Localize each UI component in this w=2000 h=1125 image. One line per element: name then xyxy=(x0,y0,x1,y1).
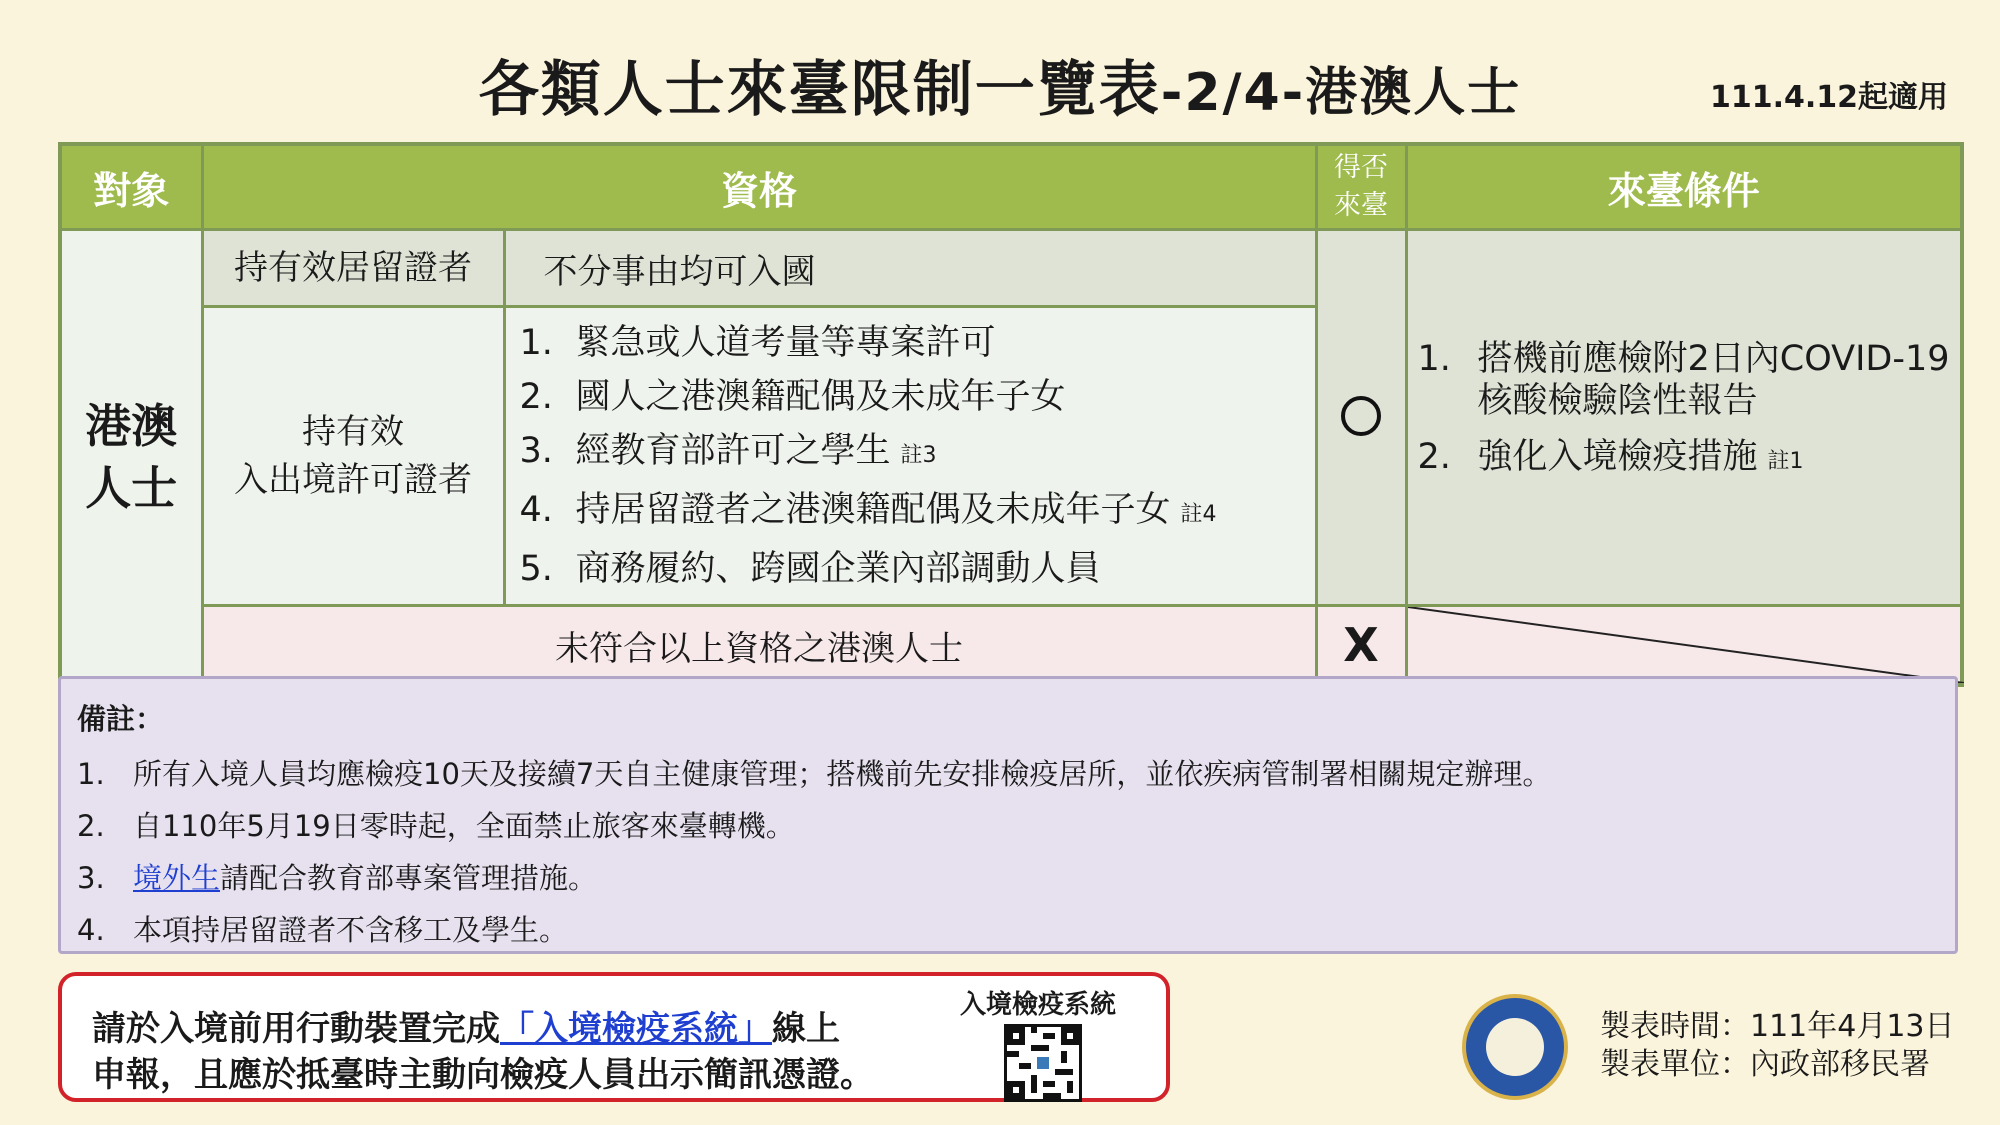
condition-text: 強化入境檢疫措施 xyxy=(1477,437,1758,477)
remark-number: 3. xyxy=(77,861,105,895)
item-note: 註3 xyxy=(900,443,937,468)
page-title xyxy=(0,42,2000,128)
remark-number: 1. xyxy=(77,757,105,791)
header-allowed-line2: 來臺 xyxy=(1334,190,1389,221)
item-text: 經教育部許可之學生 xyxy=(575,431,891,471)
remark-text: 自110年5月19日零時起，全面禁止旅客來臺轉機。 xyxy=(133,809,795,843)
list-item xyxy=(520,370,1315,424)
table-header-row xyxy=(60,144,1962,230)
condition-number: 2. xyxy=(1417,437,1451,477)
subject-line2: 人士 xyxy=(85,461,178,515)
list-item xyxy=(77,852,1955,904)
qualification-residence: 不分事由均可入國 xyxy=(504,230,1316,307)
remark-text: 請配合教育部專案管理措施。 xyxy=(220,861,598,895)
remark-number: 4. xyxy=(77,913,105,947)
made-time: 製表時間：111年4月13日 xyxy=(1600,1009,1955,1044)
effective-date: 111.4.12起適用 xyxy=(1709,80,1948,115)
qualification-permit xyxy=(504,307,1316,606)
category-permit-line1: 持有效 xyxy=(302,412,404,452)
quarantine-notice xyxy=(58,972,1170,1102)
quarantine-system-link[interactable]: 「入境檢疫系統」 xyxy=(500,1009,772,1049)
list-item xyxy=(77,800,1955,852)
item-text: 緊急或人道考量等專案許可 xyxy=(575,323,996,363)
remark-text: 本項持居留證者不含移工及學生。 xyxy=(133,913,569,947)
circle-icon xyxy=(1341,396,1381,436)
header-qualification: 資格 xyxy=(202,144,1316,230)
condition-text2: 核酸檢驗陰性報告 xyxy=(1477,381,1758,421)
allowed-cell xyxy=(1316,230,1406,606)
condition-number: 1. xyxy=(1417,339,1451,379)
not-allowed-mark: X xyxy=(1316,606,1406,686)
list-item xyxy=(1418,338,1961,422)
remark-number: 2. xyxy=(77,809,105,843)
list-item xyxy=(77,904,1955,956)
diagonal-line xyxy=(1408,607,1964,683)
remarks-title: 備註： xyxy=(77,702,165,736)
subject-cell xyxy=(60,230,202,686)
item-text: 國人之港澳籍配偶及未成年子女 xyxy=(575,377,1066,417)
list-item xyxy=(520,483,1315,542)
header-subject: 對象 xyxy=(60,144,202,230)
header-allowed-line1: 得否 xyxy=(1334,152,1389,183)
qr-code-icon[interactable] xyxy=(1004,1024,1082,1102)
list-item xyxy=(77,748,1955,800)
made-unit: 製表單位：內政部移民署 xyxy=(1600,1047,1930,1082)
category-residence: 持有效居留證者 xyxy=(202,230,504,307)
remark-text: 所有入境人員均應檢疫10天及接續7天自主健康管理；搭機前先安排檢疫居所，並依疾病管制署相關規定辦理。 xyxy=(133,757,1552,791)
notice-line2: 申報，且應於抵臺時主動向檢疫人員出示簡訊憑證。 xyxy=(92,1055,874,1095)
not-qualified-text: 未符合以上資格之港澳人士 xyxy=(202,606,1316,686)
notice-text xyxy=(92,1006,874,1098)
header-allowed xyxy=(1316,144,1406,230)
table-row xyxy=(60,230,1962,307)
made-info xyxy=(1600,1008,1955,1084)
qualification-list xyxy=(506,308,1315,604)
qr-title: 入境檢疫系統 xyxy=(960,990,1117,1020)
logo-emblem xyxy=(1486,1018,1544,1076)
item-number: 2. xyxy=(519,377,553,417)
list-item xyxy=(520,316,1315,370)
overseas-student-link[interactable]: 境外生 xyxy=(133,861,221,895)
header-conditions: 來臺條件 xyxy=(1406,144,1962,230)
notice-line1-pre: 請於入境前用行動裝置完成 xyxy=(92,1009,500,1049)
condition-note: 註1 xyxy=(1767,449,1804,474)
item-note: 註4 xyxy=(1180,502,1217,527)
item-text: 商務履約、跨國企業內部調動人員 xyxy=(575,549,1101,589)
empty-conditions-cell xyxy=(1406,606,1962,686)
table-row xyxy=(60,606,1962,686)
remarks-panel xyxy=(58,676,1958,954)
item-number: 3. xyxy=(519,431,553,471)
category-permit xyxy=(202,307,504,606)
item-number: 1. xyxy=(519,323,553,363)
category-permit-line2: 入出境許可證者 xyxy=(234,460,472,500)
title-suffix: -2/4-港澳人士 xyxy=(1160,63,1522,123)
conditions-list xyxy=(1408,338,1961,483)
item-number: 4. xyxy=(519,490,553,530)
subject-line1: 港澳 xyxy=(85,399,178,453)
list-item xyxy=(520,424,1315,483)
restriction-table xyxy=(58,142,1964,687)
item-text: 持居留證者之港澳籍配偶及未成年子女 xyxy=(575,490,1171,530)
item-number: 5. xyxy=(519,549,553,589)
list-item xyxy=(520,542,1315,596)
conditions-cell xyxy=(1406,230,1962,606)
condition-text: 搭機前應檢附2日內COVID-19 xyxy=(1477,339,1950,379)
title-main: 各類人士來臺限制一覽表 xyxy=(478,55,1161,125)
list-item xyxy=(1418,436,1961,483)
national-immigration-agency-logo xyxy=(1462,994,1568,1100)
notice-line1-post: 線上 xyxy=(772,1009,840,1049)
